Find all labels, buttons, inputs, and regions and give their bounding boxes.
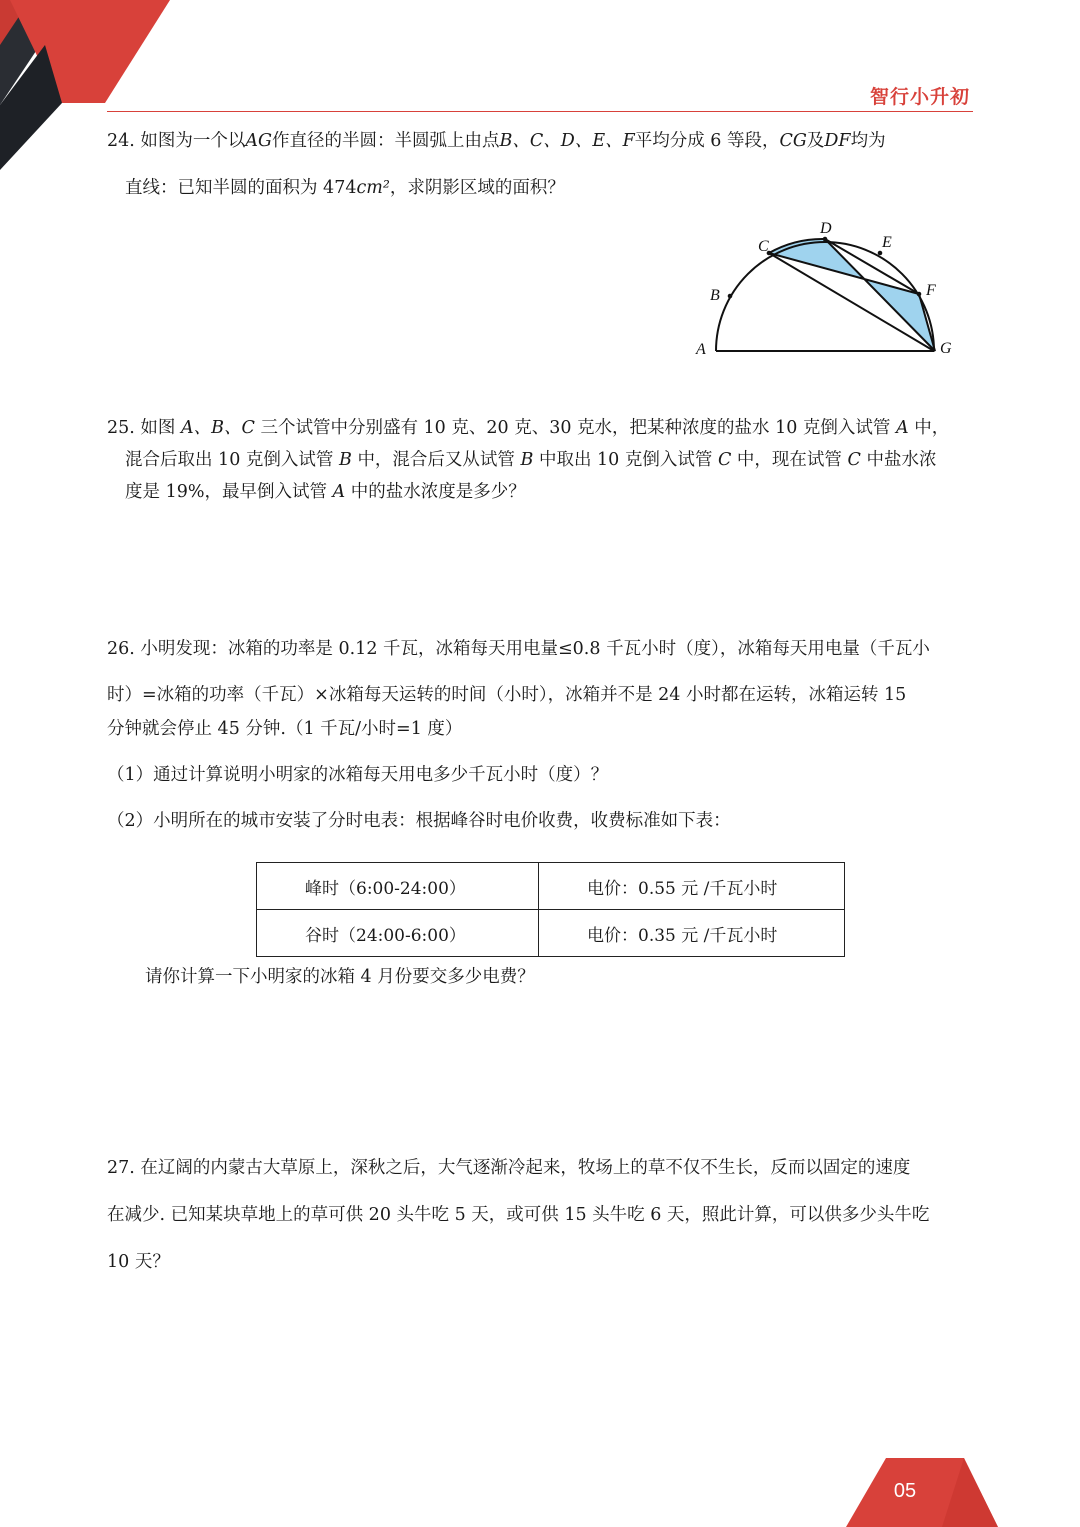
label-A: A [696, 341, 706, 358]
table-cell-price: 电价：0.35 元 /千瓦小时 [539, 910, 845, 957]
q24-line-1: 24. 如图为一个以AG作直径的半圆：半圆弧上由点B、C、D、E、F平均分成 6 等段，CG及DF均为 [107, 131, 886, 151]
question-27 [107, 1151, 977, 1279]
page-number: 05 [893, 1480, 917, 1502]
table-row [257, 863, 845, 910]
q24-number: 24. [107, 131, 135, 151]
q26-line-2: 时）=冰箱的功率（千瓦）×冰箱每天运转的时间（小时），冰箱并不是 24 小时都在运转，冰箱运转 15 [107, 685, 907, 705]
label-E: E [882, 234, 892, 251]
q27-line-2: 在减少. 已知某块草地上的草可供 20 头牛吃 5 天，或可供 15 头牛吃 6 天，照此计算，可以供多少头牛吃 [107, 1205, 930, 1225]
q26-ask: 请你计算一下小明家的冰箱 4 月份要交多少电费？ [145, 967, 535, 987]
q25-line-1: 25. 如图 A、B、C 三个试管中分别盛有 10 克、20 克、30 克水，把某种浓度的盐水 10 克倒入试管 A 中， [107, 418, 950, 438]
table-row [257, 910, 845, 957]
table-cell-price: 电价：0.55 元 /千瓦小时 [539, 863, 845, 910]
table-cell-period: 谷时（24:00-6:00） [257, 910, 539, 957]
question-25 [107, 412, 977, 508]
label-C: C [758, 238, 769, 255]
point-D [823, 237, 828, 242]
label-B: B [710, 287, 720, 304]
table-cell-period: 峰时（6:00-24:00） [257, 863, 539, 910]
label-D: D [820, 220, 832, 237]
brand-title: 智行小升初 [869, 86, 970, 108]
electricity-rate-table [256, 862, 845, 957]
q27-number: 27. [107, 1158, 135, 1178]
question-26 [107, 632, 977, 838]
point-F [917, 292, 922, 297]
q26-number: 26. [107, 639, 135, 659]
q26-sub-2: （2）小明所在的城市安装了分时电表：根据峰谷时电价收费，收费标准如下表： [107, 811, 731, 831]
q26-sub-1: （1）通过计算说明小明家的冰箱每天用电多少千瓦小时（度）？ [107, 765, 609, 785]
label-G: G [940, 340, 952, 357]
q26-line-3: 分钟就会停止 45 分钟.（1 千瓦/小时=1 度） [107, 719, 463, 739]
point-E [878, 251, 883, 256]
q24-line-2: 直线：已知半圆的面积为 474cm²，求阴影区域的面积？ [125, 178, 565, 198]
label-F: F [926, 282, 936, 299]
q25-line-3: 度是 19%，最早倒入试管 A 中的盐水浓度是多少？ [125, 482, 526, 502]
question-24 [107, 124, 977, 205]
q27-line-1: 27. 在辽阔的内蒙古大草原上，深秋之后，大气逐渐冷起来，牧场上的草不仅不生长，反而以固定的速度 [107, 1158, 911, 1178]
q25-number: 25. [107, 418, 135, 438]
q26-line-1: 26. 小明发现：冰箱的功率是 0.12 千瓦，冰箱每天用电量≤0.8 千瓦小时（度），冰箱每天用电量（千瓦小 [107, 639, 930, 659]
point-B [728, 294, 733, 299]
header-divider [107, 111, 973, 112]
q27-line-3: 10 天？ [107, 1252, 170, 1272]
semicircle-figure [690, 218, 970, 368]
q25-line-2: 混合后取出 10 克倒入试管 B 中，混合后又从试管 B 中取出 10 克倒入试管 C 中，现在试管 C 中盐水浓 [125, 450, 937, 470]
